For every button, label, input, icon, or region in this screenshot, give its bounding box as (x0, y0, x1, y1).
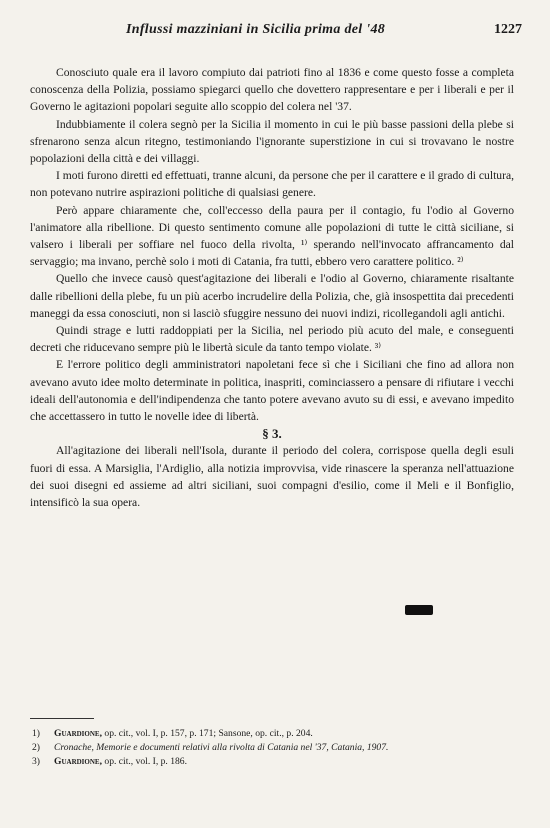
footnote-citation: Cronache, Memorie e documenti relativi alla rivolta di Catania nel '37, Catania, 1907. (54, 742, 389, 753)
footnote-author: Guardione, (54, 728, 102, 739)
paragraph: Però appare chiaramente che, coll'eccesso della paura per il contagio, fu l'odio al Governo l'animatore alla ribellione. Di questo sentimento comune alle popolazioni di tutte le città siciliane, si valsero i liberali per soffiare nel fuoco della rivolta, ¹⁾ sperando nell'invocato affrancamento dal servaggio; ma invano, perchè solo i moti di Catania, fra tutti, ebbero vero carattere politico. ²⁾ (30, 203, 514, 269)
footnote-text (54, 727, 313, 741)
footnote-divider (30, 718, 94, 719)
footnote-text (54, 741, 388, 755)
paragraph: Conosciuto quale era il lavoro compiuto dai patrioti fino al 1836 e come questo fosse a completa conoscenza della Polizia, possiamo spiegarci quello che dovettero rappresentare e per i liberali e per il Governo le agitazioni popolari seguite allo scoppio del colera nel '37. (30, 66, 514, 114)
footnote-citation: op. cit., vol. I, p. 186. (104, 756, 187, 767)
footnote (30, 741, 510, 755)
footnotes (30, 727, 510, 769)
running-title: Influssi mazziniani in Sicilia prima del '48 (126, 22, 386, 37)
main-text (30, 64, 514, 511)
paragraph: E l'errore politico degli amministratori napoletani fece sì che i Siciliani che fino ad allora non avevano avuto idee molto determinate in politica, inaspriti, cominciassero a pensare di rifiutare i vecchi ideali dell'autonomia e dell'indipendenza che tanto potere avevano avuto su di essi, e avevano impedito che accettassero in tutto le novelle idee di libertà. (30, 358, 514, 424)
page-header (26, 22, 524, 44)
footnote-number: 1) (32, 728, 40, 739)
footnote (30, 727, 510, 741)
paragraph: All'agitazione dei liberali nell'Isola, durante il periodo del colera, corrispose quella degli esuli fuori di essa. A Marsiglia, l'Ardiglio, alla notizia improvvisa, vide rinascere la speranza nell'attuazione dei suoi disegni ed assieme ad altri siciliani, suoi compagni d'esilio, come il Meli e il Bonfiglio, intensificò la sua opera. (30, 444, 514, 510)
ink-blot-mark (405, 605, 433, 615)
paragraph: Quello che invece causò quest'agitazione dei liberali e l'odio al Governo, chiaramente risaltante dalle ribellioni della plebe, fu un più acerbo incrudelire della Polizia, che, già insospettita dai precedenti maneggi da essa conosciuti, non si lasciò sfuggire nessuno dei nuovi indizi, ricollegandoli agli antichi. (30, 272, 514, 320)
footnote-number: 3) (32, 756, 40, 767)
footnote-citation: op. cit., vol. I, p. 157, p. 171; Sansone, op. cit., p. 204. (104, 728, 313, 739)
footnote-text (54, 755, 187, 769)
footnote (30, 755, 510, 769)
section-heading: § 3. (262, 426, 282, 442)
paragraph: Indubbiamente il colera segnò per la Sicilia il momento in cui le più basse passioni della plebe si sfrenarono senza alcun ritegno, testimoniando l'ignorante superstizione in cui si trovavano le nostre popolazioni della città e dei villaggi. (30, 117, 514, 166)
paragraph: Quindi strage e lutti raddoppiati per la Sicilia, nel periodo più acuto del male, e conseguenti decreti che riducevano sempre più le libertà sicule da tanto tempo violate. ³⁾ (30, 324, 514, 355)
footnote-author: Guardione, (54, 756, 102, 767)
page-number: 1227 (494, 22, 522, 37)
footnote-number: 2) (32, 742, 40, 753)
paragraph: I moti furono diretti ed effettuati, tranne alcuni, da persone che per il carattere e il grado di cultura, non potevano nutrire aspirazioni politiche di qualsiasi genere. (30, 169, 514, 200)
